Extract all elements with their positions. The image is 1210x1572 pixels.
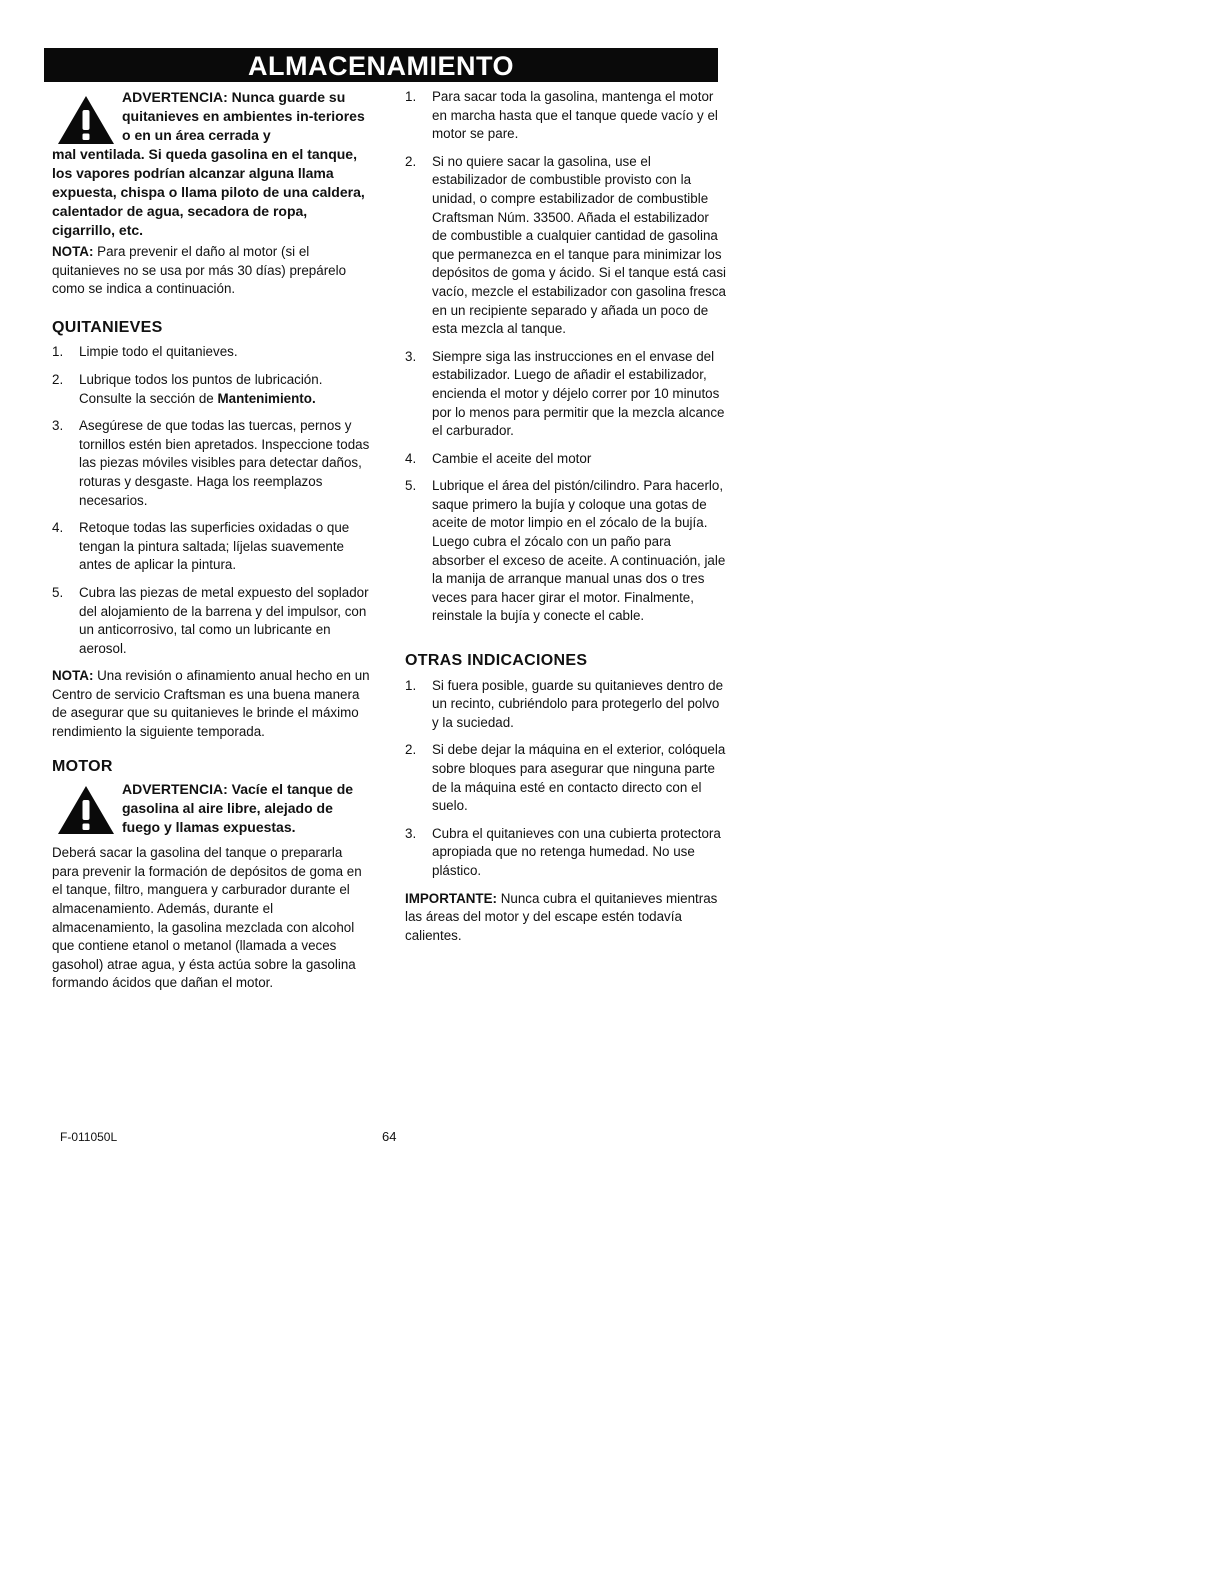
note-label: NOTA:	[52, 668, 94, 684]
list-item: 4. Retoque todas las superficies oxidadas o que tengan la pintura saltada; líjelas suavemente antes de aplicar la pintura.	[52, 520, 350, 573]
warning-block	[52, 88, 370, 240]
note-text: Para prevenir el daño al motor (si el quitanieves no se usa por más 30 días) prepárelo como se indica a continuación.	[52, 244, 347, 297]
warning-block	[52, 780, 370, 838]
page-number: 64	[382, 1129, 397, 1144]
warning-text-continued: mal ventilada. Si queda gasolina en el tanque, los vapores podrían alcanzar alguna llama expuesta, chispa o llama piloto de una caldera, calentador de agua, secadora de ropa, cigarrillo, etc.	[52, 146, 365, 238]
list-item: 2. Lubrique todos los puntos de lubricación. Consulte la sección de Mantenimiento.	[52, 371, 323, 406]
warning-text: ADVERTENCIA: Vacíe el tanque de gasolina al aire libre, alejado de fuego y llamas expuestas.	[122, 781, 354, 836]
section-heading-motor: MOTOR	[52, 757, 113, 775]
list-item: 4. Cambie el aceite del motor	[405, 450, 592, 466]
important-text: Nunca cubra el quitanieves mientras las áreas del motor y del escape estén todavía calientes.	[405, 890, 718, 943]
list-item: 3. Cubra el quitanieves con una cubierta protectora apropiada que no retenga humedad. No use plástico.	[405, 825, 721, 878]
list-item: 2. Si no quiere sacar la gasolina, use el estabilizador de combustible provisto con la unidad, o compre estabilizador de combustible Craftsman Núm. 33500. Añada el estabilizador de combustible a cualquier cantidad de gasolina que permanezca en el tanque para minimizar los depósitos de goma y ácido. Si el tanque está casi vacío, mezcle el estabilizador con gasolina fresca en un recipiente separado y añada un poco de esta mezcla al tanque.	[405, 153, 727, 337]
list-item: 1. Limpie todo el quitanieves.	[52, 344, 238, 360]
right-column	[405, 88, 727, 951]
note-text: Una revisión o afinamiento anual hecho en un Centro de servicio Craftsman es una buena manera de asegurar que su quitanieves le brinde el máximo rendimiento la siguiente temporada.	[52, 668, 370, 740]
note-paragraph	[52, 667, 370, 741]
otras-list	[405, 677, 727, 881]
list-item: 5. Cubra las piezas de metal expuesto del soplador del alojamiento de la barrena y del impulsor, con un anticorrosivo, tal como un lubricante en aerosol.	[52, 584, 369, 656]
warning-triangle-icon	[56, 784, 116, 836]
list-item: 3. Asegúrese de que todas las tuercas, pernos y tornillos estén bien apretados. Inspeccione todas las piezas móviles visibles para detectar daños, roturas y desgaste. Haga los reemplazos necesarios.	[52, 418, 370, 508]
quitanieves-list	[52, 343, 370, 658]
document-code: F-011050L	[60, 1130, 118, 1144]
warning-text-indented: ADVERTENCIA: Nunca guarde su quitanieves en ambientes in-teriores o en un área cerrada y	[122, 89, 365, 143]
section-heading-quitanieves: QUITANIEVES	[52, 318, 163, 336]
bold-reference: Mantenimiento.	[217, 390, 316, 406]
warning-triangle-icon	[56, 94, 116, 146]
important-label: IMPORTANTE:	[405, 890, 497, 906]
motor-paragraph: Deberá sacar la gasolina del tanque o prepararla para prevenir la formación de depósitos de goma en el tanque, filtro, manguera y carburador durante el almacenamiento. Además, durante el almacenamiento, la gasolina mezclada con alcohol que contiene etanol o metanol (llamada a veces gasohol) atrae agua, y ésta actúa sobre la gasolina formando ácidos que dañan el motor.	[52, 845, 362, 991]
left-column	[52, 88, 370, 999]
section-heading-otras: OTRAS INDICACIONES	[405, 652, 588, 670]
list-item: 5. Lubrique el área del pistón/cilindro. Para hacerlo, saque primero la bujía y coloque una gotas de aceite de motor limpio en el zócalo de la bujía. Luego cubra el zócalo con un paño para absorber el exceso de aceite. A continuación, jale la manija de arranque manual unas dos o tres veces para hacer girar el motor. Finalmente, reinstale la bujía y conecte el cable.	[405, 478, 726, 624]
note-label: NOTA:	[52, 244, 94, 259]
list-item: 1. Si fuera posible, guarde su quitanieves dentro de un recinto, cubriéndolo para protegerlo del polvo y la suciedad.	[405, 677, 724, 730]
list-item: 3. Siempre siga las instrucciones en el envase del estabilizador. Luego de añadir el estabilizador, encienda el motor y déjelo correr por 10 minutos por lo menos para permitir que la mezcla alcance el carburador.	[405, 348, 725, 439]
motor-list	[405, 88, 727, 626]
note-paragraph	[52, 243, 370, 299]
page-banner: ALMACENAMIENTO	[44, 48, 718, 82]
list-item: 1. Para sacar toda la gasolina, mantenga el motor en marcha hasta que el tanque quede vacío y el motor se pare.	[405, 89, 718, 142]
list-item: 2. Si debe dejar la máquina en el exterior, colóquela sobre bloques para asegurar que ninguna parte de la máquina esté en contacto directo con el suelo.	[405, 742, 726, 814]
important-paragraph	[405, 890, 727, 946]
